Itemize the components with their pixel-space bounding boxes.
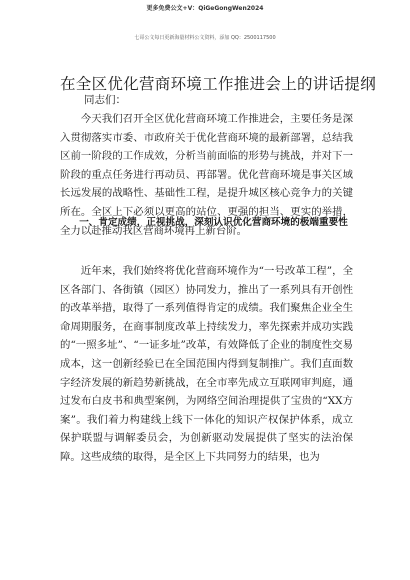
paragraph-2	[60, 262, 353, 467]
greeting: 同志们：	[84, 94, 126, 106]
paragraph-1-text: 今天我们召开全区优化营商环境工作推进会，主要任务是深入贯彻落实市委、市政府关于优化营商环境的最新部署，总结我区前一阶段的工作成效，分析当前面临的形势与挑战，并对下一阶段的重点任务进行再动员、再部署。优化营商环境是事关区域长远发展的战略性、基础性工程，是提升城区核心竞争力的关键所在。全区上下必须以更高的站位、更强的担当、更实的举措，全力以赴推动我区营商环境再上新台阶。	[60, 113, 353, 237]
section-heading-1	[60, 215, 353, 232]
document-title: 在全区优化营商环境工作推进会上的讲话提纲	[60, 75, 377, 93]
header-sub-line: 七哥公文每日更新海量材料公文资料，添加 QQ：2500117500	[134, 35, 276, 41]
section-heading-1-text: 一、肯定成绩，正视挑战，深刻认识优化营商环境的极端重要性	[79, 217, 348, 228]
header-top-line: 更多免费公文+V：QiGeGongWen2024	[146, 5, 264, 12]
paragraph-2-text: 近年来，我们始终将优化营商环境作为“一号改革工程”，全区各部门、各街镇（园区）协同发力，推出了一系列具有开创性的改革举措，取得了一系列值得肯定的成绩。我们聚焦企业全生命周期服务，在商事制度改革上持续发力，率先探索并成功实践的“一照多址”、“一证多址”改革，有效降低了企业的制度性交易成本，这一创新经验已在全国范围内得到复制推广。我们直面数字经济发展的新趋势新挑战，在全市率先成立互联网审判庭，通过发布白皮书和典型案例，为网络空间治理提供了宝贵的“XX方案”。我们着力构建线上线下一体化的知识产权保护体系，成立保护联盟与调解委员会，为创新驱动发展提供了坚实的法治保障。这些成绩的取得，是全区上下共同努力的结果，也为	[60, 265, 353, 463]
